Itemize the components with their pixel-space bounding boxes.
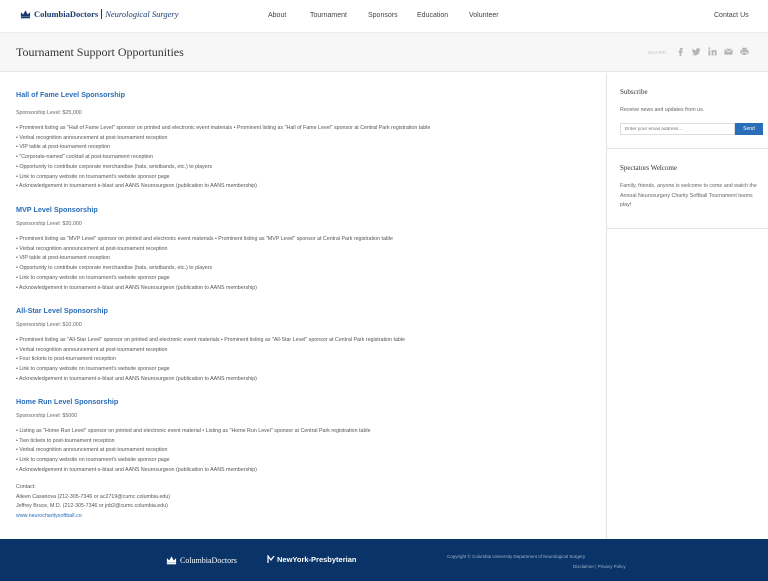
list-item: • Link to company website on tournament's website sponsor page <box>16 366 170 373</box>
sponsorship-level: Sponsorship Level: $20,000 <box>16 221 82 227</box>
logo-separator <box>101 9 102 19</box>
spectators-text: Family, friends, anyone is welcome to come and watch the Annual Neurosurgery Charity Softball Tournament teams play! <box>620 183 757 209</box>
crown-icon <box>166 555 177 565</box>
sidebar <box>606 73 768 539</box>
section-title-home-run: Home Run Level Sponsorship <box>16 397 119 406</box>
list-item: • Two tickets to post-tournament reception <box>16 437 115 444</box>
contact-block <box>16 483 170 522</box>
site-logo[interactable] <box>20 9 179 19</box>
benefits-list <box>16 124 430 192</box>
list-item: • Prominent listing as "All-Star Level" sponsor on printed and electronic event materials • Prominent listing as "All-Star Level" sponsor at Central Park registration table <box>16 337 405 343</box>
main-content <box>0 73 606 539</box>
list-item: • Acknowledgement in tournament e-blast and AANS Neurosurgeon (publication to AANS membership) <box>16 466 257 473</box>
list-item: • Opportunity to contribute corporate merchandise (hats, wristbands, etc.) to players <box>16 265 213 272</box>
benefits-list <box>16 427 371 476</box>
list-item: • Link to company website on tournament's website sponsor page <box>16 457 170 464</box>
send-button[interactable]: Send <box>735 123 763 135</box>
contact-line: Jeffrey Bruce, M.D. (212-305-7346 or jnb2@cumc.columbia.edu) <box>16 503 168 510</box>
section-title-hall-of-fame: Hall of Fame Level Sponsorship <box>16 90 126 99</box>
contact-line: Aileen Casanova (212-305-7346 or ac2719@cumc.columbia.edu) <box>16 493 171 500</box>
email-input[interactable] <box>620 123 735 135</box>
list-item: • Link to company website on tournament's website sponsor page <box>16 173 170 180</box>
footer-links[interactable]: Disclaimer | Privacy Policy <box>573 564 626 569</box>
list-item: • Acknowledgement in tournament e-blast and AANS Neurosurgeon (publication to AANS membership) <box>16 183 257 190</box>
sidebar-divider <box>607 148 768 149</box>
subscribe-title: Subscribe <box>620 88 648 96</box>
footer-logo-newyork-presbyterian[interactable] <box>267 555 356 564</box>
footer-logo-columbiadoctors[interactable] <box>166 555 237 565</box>
list-item: • VIP table at post-tournament reception <box>16 144 110 151</box>
page-title: Tournament Support Opportunities <box>16 45 184 59</box>
nav-volunteer[interactable]: Volunteer <box>469 12 499 19</box>
sponsorship-level: Sponsorship Level: $10,000 <box>16 322 82 328</box>
share-icons <box>676 47 749 56</box>
nav-education[interactable]: Education <box>417 12 449 19</box>
list-item: • Prominent listing as "Hall of Fame Level" sponsor on printed and electronic event materials • Prominent listing as "Hall of Fame Level" sponsor at Central Park registration table <box>16 125 431 131</box>
list-item: • Four tickets to post-tournament reception <box>16 356 116 363</box>
list-item: • Prominent listing as "MVP Level" sponsor on printed and electronic event materials • Prominent listing as "MVP Level" sponsor at Central Park registration table <box>16 236 393 242</box>
list-item: • Verbal recognition announcement at post-tournament reception <box>16 134 168 141</box>
list-item: • Link to company website on tournament's website sponsor page <box>16 274 170 281</box>
section-title-mvp: MVP Level Sponsorship <box>16 205 98 214</box>
benefits-list <box>16 336 405 385</box>
nav-tournament[interactable]: Tournament <box>310 12 347 19</box>
list-item: • Verbal recognition announcement at post-tournament reception <box>16 346 168 353</box>
facebook-icon[interactable] <box>676 47 685 56</box>
top-navigation-bar <box>0 0 768 32</box>
copyright-text: Copyright © Columbia University Department of Neurological Surgery <box>447 554 586 559</box>
linkedin-icon[interactable] <box>708 47 717 56</box>
list-item: • Verbal recognition announcement at post-tournament reception <box>16 447 168 454</box>
spectators-title: Spectators Welcome <box>620 164 678 172</box>
list-item: • VIP table at post-tournament reception <box>16 255 110 262</box>
sidebar-divider <box>607 228 768 229</box>
list-item: • Acknowledgement in tournament e-blast and AANS Neurosurgeon (publication to AANS membership) <box>16 284 257 291</box>
logo-brand-text: ColumbiaDoctors <box>34 9 99 19</box>
crown-icon <box>20 9 31 19</box>
share-label: SHARE: <box>648 50 668 55</box>
list-item: • Verbal recognition announcement at post-tournament reception <box>16 245 168 252</box>
contact-label: Contact: <box>16 484 36 490</box>
list-item: • Acknowledgement in tournament e-blast and AANS Neurosurgeon (publication to AANS membership) <box>16 375 257 382</box>
section-title-all-star: All-Star Level Sponsorship <box>16 306 108 315</box>
sponsorship-level: Sponsorship Level: $5000 <box>16 413 78 419</box>
sponsorship-level: Sponsorship Level: $25,000 <box>16 110 82 116</box>
page-title-band <box>0 32 768 72</box>
nyp-mark-icon <box>267 555 275 564</box>
footer <box>0 539 768 581</box>
twitter-icon[interactable] <box>692 47 701 56</box>
list-item: • "Corporate-named" cocktail at post-tournament reception <box>16 154 153 161</box>
logo-department-text: Neurological Surgery <box>105 9 179 19</box>
footer-logo1-text: ColumbiaDoctors <box>180 555 237 565</box>
list-item: • Opportunity to contribute corporate merchandise (hats, wristbands, etc.) to players <box>16 163 213 170</box>
nav-about[interactable]: About <box>268 12 287 19</box>
list-item: • Listing as "Home Run Level" sponsor on printed and electronic event material • Listing as "Home Run Level" sponsor at Central Park registration table <box>16 428 371 434</box>
website-link[interactable]: www.neurocharitysoftball.co <box>16 513 82 520</box>
print-icon[interactable] <box>740 47 749 56</box>
email-icon[interactable] <box>724 47 733 56</box>
nav-contact-us[interactable]: Contact Us <box>714 12 749 19</box>
nav-sponsors[interactable]: Sponsors <box>368 12 398 19</box>
benefits-list <box>16 235 393 293</box>
subscribe-text: Receive news and updates from us. <box>620 107 705 113</box>
footer-logo2-text: NewYork-Presbyterian <box>277 555 357 564</box>
